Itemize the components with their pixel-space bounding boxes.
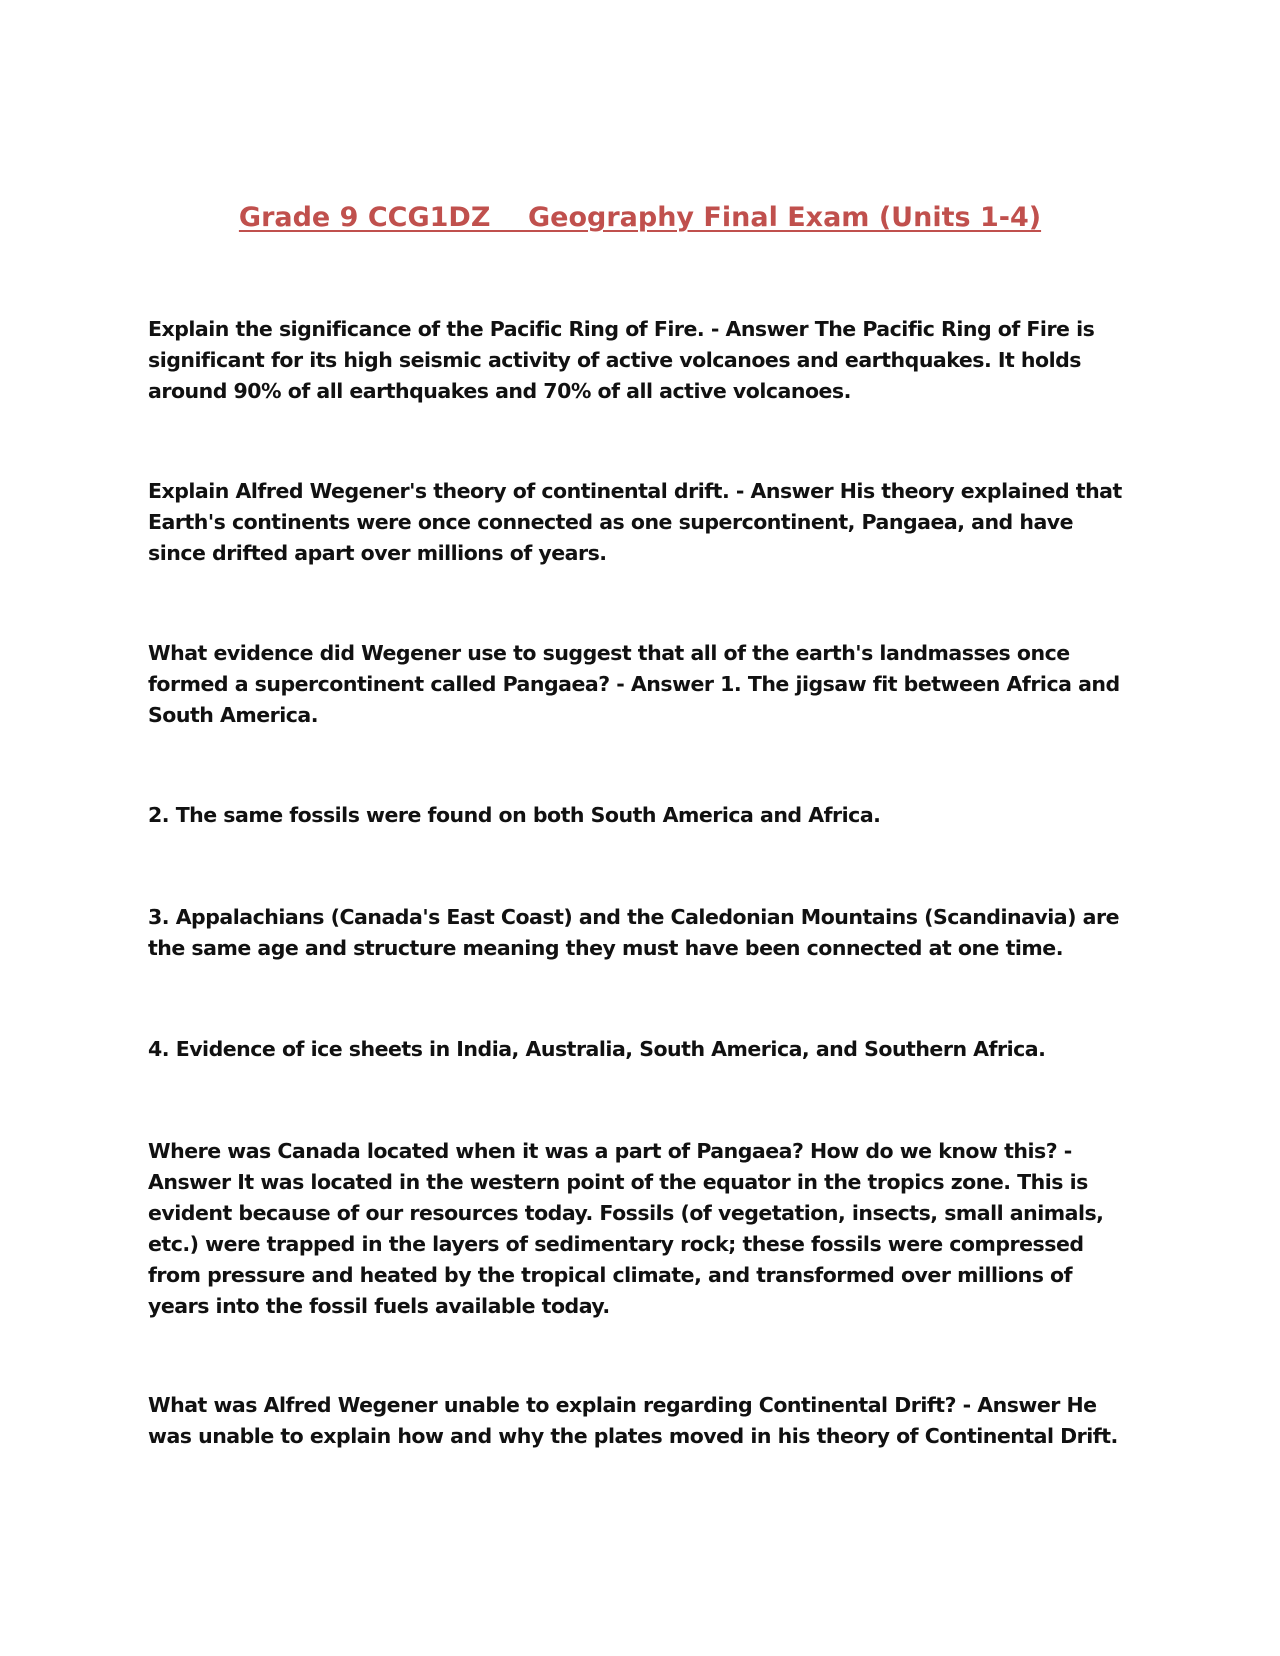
evidence-item-mountains (148, 902, 1138, 964)
qa-paragraph-pangaea-evidence (148, 638, 1138, 731)
text-line: evident because of our resources today. Fossils (of vegetation, insects, small animals, (148, 1201, 1104, 1225)
text-line: What evidence did Wegener use to suggest that all of the earth's landmasses once (148, 641, 1070, 665)
text-line: from pressure and heated by the tropical climate, and transformed over millions of (148, 1263, 1073, 1287)
evidence-item-ice-sheets (148, 1034, 1138, 1065)
qa-paragraph-canada-location (148, 1136, 1138, 1322)
text-line: 3. Appalachians (Canada's East Coast) and the Caledonian Mountains (Scandinavia) are (148, 905, 1119, 929)
text-line: years into the fossil fuels available today. (148, 1294, 610, 1318)
text-line: South America. (148, 703, 319, 727)
text-line: 4. Evidence of ice sheets in India, Australia, South America, and Southern Africa. (148, 1037, 1046, 1061)
qa-paragraph-continental-drift (148, 476, 1138, 569)
page-title: Grade 9 CCG1DZ Geography Final Exam (Units 1-4) (238, 202, 1042, 233)
text-line: 2. The same fossils were found on both South America and Africa. (148, 803, 881, 827)
text-line: Where was Canada located when it was a part of Pangaea? How do we know this? - (148, 1139, 1072, 1163)
text-line: formed a supercontinent called Pangaea? - Answer 1. The jigsaw fit between Africa and (148, 672, 1120, 696)
text-line: What was Alfred Wegener unable to explain regarding Continental Drift? - Answer He (148, 1393, 1097, 1417)
text-line: etc.) were trapped in the layers of sedimentary rock; these fossils were compressed (148, 1232, 1084, 1256)
qa-paragraph-wegener-limitation (148, 1390, 1138, 1452)
text-line: Explain Alfred Wegener's theory of continental drift. - Answer His theory explained that (148, 479, 1122, 503)
text-line: since drifted apart over millions of years. (148, 541, 607, 565)
text-line: around 90% of all earthquakes and 70% of all active volcanoes. (148, 379, 851, 403)
text-line: significant for its high seismic activity of active volcanoes and earthquakes. It holds (148, 348, 1082, 372)
text-line: was unable to explain how and why the plates moved in his theory of Continental Drift. (148, 1424, 1118, 1448)
text-line: Earth's continents were once connected as one supercontinent, Pangaea, and have (148, 510, 1074, 534)
evidence-item-fossils (148, 800, 1138, 831)
text-line: Answer It was located in the western point of the equator in the tropics zone. This is (148, 1170, 1088, 1194)
qa-paragraph-ring-of-fire (148, 314, 1138, 407)
text-line: the same age and structure meaning they must have been connected at one time. (148, 936, 1063, 960)
text-line: Explain the significance of the Pacific Ring of Fire. - Answer The Pacific Ring of Fire is (148, 317, 1095, 341)
